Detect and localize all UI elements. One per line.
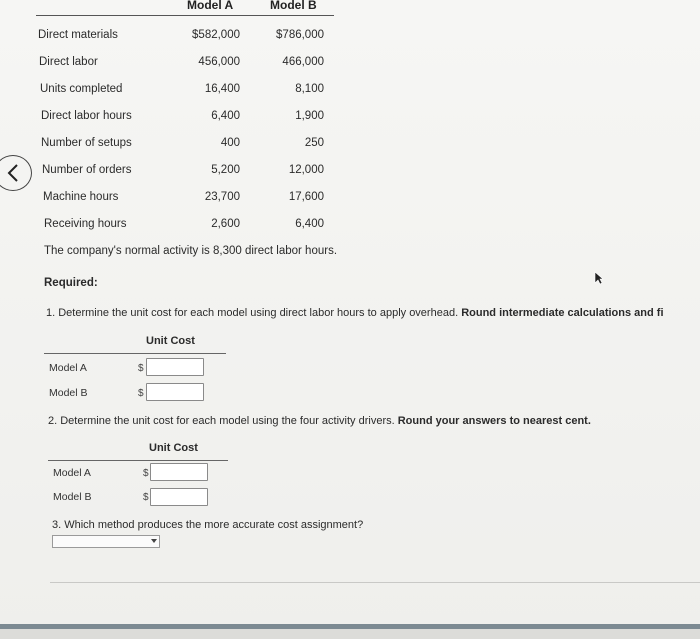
q1-model-a-label: Model A	[49, 362, 87, 374]
q1-model-a-currency: $	[138, 363, 144, 374]
q1-header-divider	[44, 353, 226, 354]
q2-model-b-label: Model B	[53, 491, 92, 503]
question-1	[46, 307, 664, 319]
question-1-text: 1. Determine the unit cost for each model using direct labor hours to apply overhead.	[46, 307, 459, 319]
model-a-value: 400	[220, 137, 240, 149]
table-row	[0, 29, 700, 47]
q2-header-divider	[48, 460, 228, 461]
q1-model-a-unit-cost-input[interactable]	[146, 358, 204, 376]
model-a-value: $582,000	[192, 29, 240, 41]
chevron-left-icon	[7, 164, 19, 182]
model-b-value: 12,000	[288, 164, 324, 176]
column-header-model-a: Model A	[187, 0, 234, 12]
table-header	[0, 0, 700, 16]
row-label: Receiving hours	[44, 218, 127, 230]
normal-activity-note: The company's normal activity is 8,300 direct labor hours.	[44, 245, 338, 257]
q2-model-a-label: Model A	[53, 467, 91, 479]
table-row	[0, 56, 700, 74]
model-a-value: 23,700	[204, 191, 240, 203]
q2-unit-cost-header: Unit Cost	[149, 442, 198, 454]
row-label: Direct materials	[38, 29, 118, 41]
mouse-pointer-icon	[594, 271, 604, 285]
model-a-value: 16,400	[204, 83, 240, 95]
question-2-text: 2. Determine the unit cost for each model using the four activity drivers.	[48, 415, 395, 427]
accuracy-method-dropdown[interactable]	[52, 535, 160, 548]
model-a-value: 456,000	[198, 56, 240, 68]
model-b-value: 250	[304, 137, 324, 149]
bottom-strip	[0, 629, 700, 639]
row-label: Machine hours	[43, 191, 119, 203]
model-b-value: 6,400	[295, 218, 324, 230]
q1-model-b-label: Model B	[49, 387, 88, 399]
column-header-model-b: Model B	[270, 0, 317, 12]
model-a-value: 5,200	[211, 164, 240, 176]
model-b-value: 1,900	[295, 110, 324, 122]
q1-unit-cost-header: Unit Cost	[146, 335, 195, 347]
table-row	[0, 83, 700, 101]
q2-model-a-currency: $	[143, 468, 149, 479]
question-2-instruction: Round your answers to nearest cent.	[397, 415, 591, 427]
table-row	[0, 137, 700, 155]
q1-model-b-currency: $	[138, 388, 144, 399]
q2-model-b-unit-cost-input[interactable]	[150, 488, 208, 506]
model-b-value: 466,000	[282, 56, 324, 68]
question-2	[48, 415, 591, 427]
table-row	[0, 110, 700, 128]
required-heading: Required:	[44, 277, 98, 289]
question-3	[52, 519, 363, 531]
section-divider	[50, 582, 700, 583]
model-b-value: $786,000	[276, 29, 324, 41]
table-row	[0, 191, 700, 209]
model-a-value: 6,400	[211, 110, 240, 122]
row-label: Number of orders	[42, 164, 132, 176]
model-a-value: 2,600	[211, 218, 240, 230]
row-label: Direct labor	[39, 56, 98, 68]
question-1-instruction: Round intermediate calculations and fi	[461, 307, 664, 319]
q1-model-b-unit-cost-input[interactable]	[146, 383, 204, 401]
model-b-value: 8,100	[295, 83, 324, 95]
question-3-text: 3. Which method produces the more accurate cost assignment?	[52, 519, 364, 531]
row-label: Number of setups	[41, 137, 132, 149]
row-label: Direct labor hours	[41, 110, 132, 122]
table-row	[0, 164, 700, 182]
back-button[interactable]	[0, 155, 32, 191]
chevron-down-icon	[151, 539, 157, 543]
q2-model-b-currency: $	[143, 492, 149, 503]
header-divider	[36, 15, 334, 16]
row-label: Units completed	[40, 83, 123, 95]
model-b-value: 17,600	[288, 191, 324, 203]
table-row	[0, 218, 700, 236]
q2-model-a-unit-cost-input[interactable]	[150, 463, 208, 481]
